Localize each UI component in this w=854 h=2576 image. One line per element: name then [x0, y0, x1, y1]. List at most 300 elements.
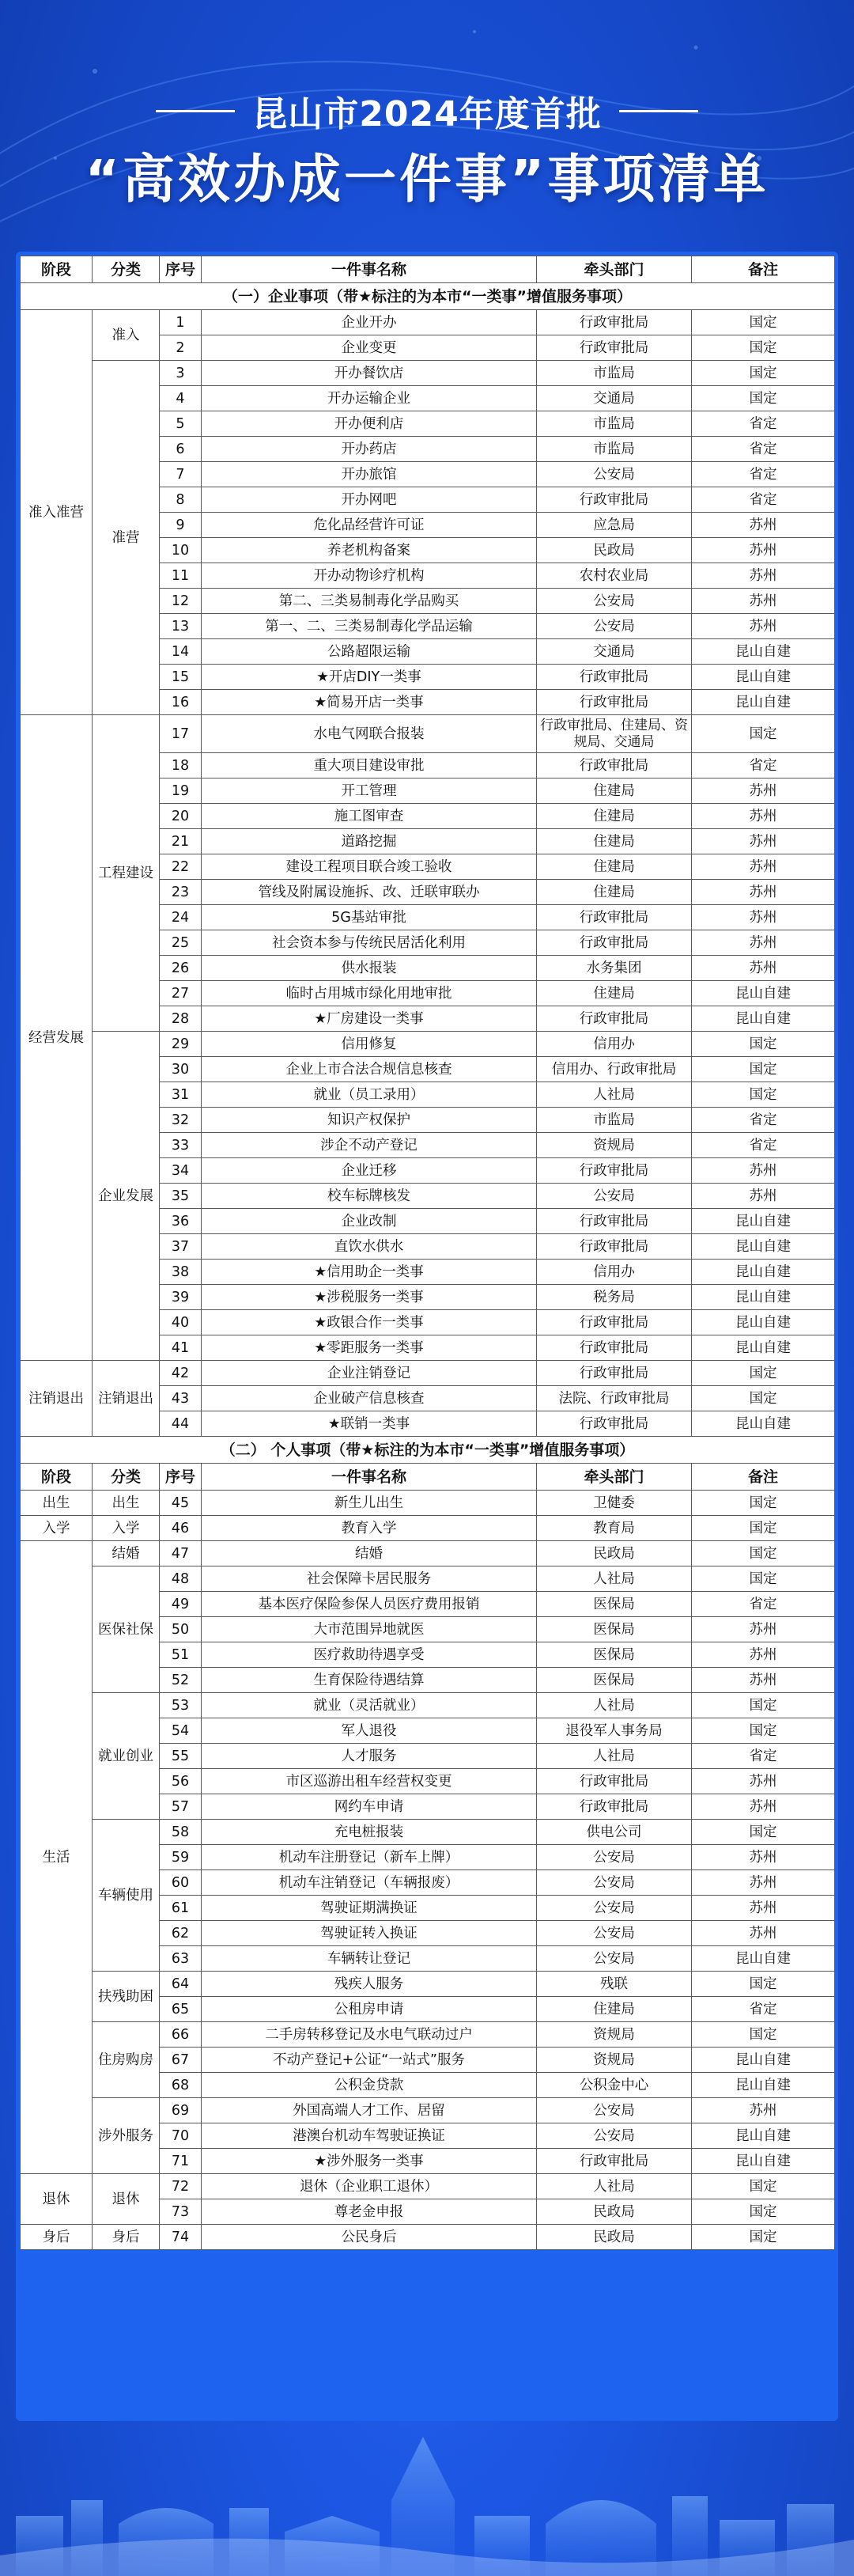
table-row [21, 2022, 835, 2048]
item-number: 30 [160, 1057, 202, 1082]
item-number: 50 [160, 1617, 202, 1642]
item-number: 58 [160, 1820, 202, 1845]
col-header-number: 序号 [160, 1464, 202, 1491]
remark: 省定 [692, 411, 835, 437]
item-name: 就业（员工录用） [202, 1082, 537, 1108]
remark: 国定 [692, 310, 835, 335]
lead-department: 行政审批局 [537, 1361, 692, 1386]
section-title-personal: （二） 个人事项（带★标注的为本市“一类事”增值服务事项） [21, 1437, 835, 1464]
lead-department: 法院、行政审批局 [537, 1386, 692, 1411]
lead-department: 医保局 [537, 1642, 692, 1668]
category-cell: 医保社保 [93, 1566, 160, 1693]
col-header-department: 牵头部门 [537, 256, 692, 283]
remark: 苏州 [692, 1921, 835, 1946]
remark: 国定 [692, 1082, 835, 1108]
item-name: ★厂房建设一类事 [202, 1006, 537, 1032]
remark: 昆山自建 [692, 1310, 835, 1335]
page-title: “高效办成一件事”事项清单 [85, 149, 769, 210]
item-number: 51 [160, 1642, 202, 1668]
lead-department: 税务局 [537, 1285, 692, 1310]
lead-department: 市监局 [537, 437, 692, 462]
title-left-rule [156, 110, 235, 112]
stage-cell: 经营发展 [21, 715, 93, 1361]
remark: 国定 [692, 361, 835, 386]
item-number: 54 [160, 1718, 202, 1744]
col-header-item-name: 一件事名称 [202, 256, 537, 283]
remark: 苏州 [692, 804, 835, 829]
item-number: 37 [160, 1234, 202, 1260]
remark: 昆山自建 [692, 2048, 835, 2073]
item-name: 企业开办 [202, 310, 537, 335]
table-row [21, 2174, 835, 2199]
remark: 苏州 [692, 614, 835, 639]
remark: 国定 [692, 1361, 835, 1386]
remark: 昆山自建 [692, 1411, 835, 1437]
category-cell: 企业发展 [93, 1032, 160, 1361]
remark: 国定 [692, 1032, 835, 1057]
remark: 省定 [692, 1592, 835, 1617]
item-name: 教育入学 [202, 1516, 537, 1541]
item-number: 28 [160, 1006, 202, 1032]
item-number: 39 [160, 1285, 202, 1310]
lead-department: 行政审批局 [537, 1794, 692, 1820]
remark: 昆山自建 [692, 1285, 835, 1310]
lead-department: 供电公司 [537, 1820, 692, 1845]
item-name: 市区巡游出租车经营权变更 [202, 1769, 537, 1794]
lead-department: 公安局 [537, 1870, 692, 1896]
item-name: 残疾人服务 [202, 1972, 537, 1997]
table-row [21, 1032, 835, 1057]
category-cell: 工程建设 [93, 715, 160, 1032]
item-name: 直饮水供水 [202, 1234, 537, 1260]
page-header [0, 87, 854, 214]
lead-department: 住建局 [537, 1997, 692, 2022]
col-header-category: 分类 [93, 256, 160, 283]
lead-department: 公积金中心 [537, 2073, 692, 2098]
item-number: 49 [160, 1592, 202, 1617]
category-cell: 涉外服务 [93, 2098, 160, 2174]
lead-department: 人社局 [537, 1566, 692, 1592]
table-row [21, 1541, 835, 1566]
item-number: 66 [160, 2022, 202, 2048]
item-number: 45 [160, 1491, 202, 1516]
item-name: 重大项目建设审批 [202, 753, 537, 778]
item-number: 6 [160, 437, 202, 462]
remark: 昆山自建 [692, 2123, 835, 2149]
title-right-rule [619, 110, 698, 112]
remark: 国定 [692, 2022, 835, 2048]
item-number: 67 [160, 2048, 202, 2073]
item-number: 5 [160, 411, 202, 437]
stage-cell: 身后 [21, 2225, 93, 2250]
lead-department: 公安局 [537, 589, 692, 614]
remark: 省定 [692, 1108, 835, 1133]
item-name: 尊老金申报 [202, 2199, 537, 2225]
item-number: 64 [160, 1972, 202, 1997]
item-name: ★简易开店一类事 [202, 690, 537, 715]
remark: 国定 [692, 1718, 835, 1744]
item-name: 公路超限运输 [202, 639, 537, 665]
remark: 苏州 [692, 2098, 835, 2123]
item-number: 11 [160, 563, 202, 589]
item-list-table [20, 256, 835, 2250]
item-number: 21 [160, 829, 202, 854]
lead-department: 应急局 [537, 513, 692, 538]
item-name: ★开店DIY一类事 [202, 665, 537, 690]
lead-department: 市监局 [537, 411, 692, 437]
lead-department: 行政审批局 [537, 1335, 692, 1361]
lead-department: 公安局 [537, 1921, 692, 1946]
item-number: 38 [160, 1260, 202, 1285]
category-cell: 就业创业 [93, 1693, 160, 1820]
item-number: 19 [160, 778, 202, 804]
table-row [21, 1566, 835, 1592]
lead-department: 资规局 [537, 2022, 692, 2048]
item-number: 17 [160, 715, 202, 753]
lead-department: 交通局 [537, 639, 692, 665]
remark: 苏州 [692, 778, 835, 804]
remark: 昆山自建 [692, 1260, 835, 1285]
item-name: 开办便利店 [202, 411, 537, 437]
item-number: 74 [160, 2225, 202, 2250]
remark: 苏州 [692, 905, 835, 930]
category-cell: 身后 [93, 2225, 160, 2250]
remark: 省定 [692, 462, 835, 487]
lead-department: 水务集团 [537, 956, 692, 981]
lead-department: 住建局 [537, 804, 692, 829]
item-number: 3 [160, 361, 202, 386]
lead-department: 行政审批局 [537, 1209, 692, 1234]
stage-cell: 生活 [21, 1541, 93, 2174]
title-line-1 [0, 87, 854, 134]
item-number: 73 [160, 2199, 202, 2225]
category-cell: 住房购房 [93, 2022, 160, 2098]
table-row [21, 1516, 835, 1541]
remark: 苏州 [692, 1668, 835, 1693]
item-number: 71 [160, 2149, 202, 2174]
item-name: ★零距服务一类事 [202, 1335, 537, 1361]
item-name: 社会保障卡居民服务 [202, 1566, 537, 1592]
lead-department: 民政局 [537, 1541, 692, 1566]
col-header-stage: 阶段 [21, 1464, 93, 1491]
category-cell: 退休 [93, 2174, 160, 2225]
item-name: 网约车申请 [202, 1794, 537, 1820]
lead-department: 信用办、行政审批局 [537, 1057, 692, 1082]
table-row [21, 2098, 835, 2123]
item-name: 驾驶证期满换证 [202, 1896, 537, 1921]
remark: 苏州 [692, 1870, 835, 1896]
item-name: 水电气网联合报装 [202, 715, 537, 753]
lead-department: 人社局 [537, 2174, 692, 2199]
lead-department: 资规局 [537, 1133, 692, 1158]
remark: 昆山自建 [692, 665, 835, 690]
item-name: 5G基站审批 [202, 905, 537, 930]
remark: 苏州 [692, 513, 835, 538]
lead-department: 行政审批局 [537, 2149, 692, 2174]
item-number: 46 [160, 1516, 202, 1541]
remark: 省定 [692, 487, 835, 513]
remark: 苏州 [692, 930, 835, 956]
remark: 昆山自建 [692, 690, 835, 715]
item-number: 18 [160, 753, 202, 778]
item-name: 就业（灵活就业） [202, 1693, 537, 1718]
item-name: 车辆转让登记 [202, 1946, 537, 1972]
item-name: 校车标牌核发 [202, 1184, 537, 1209]
item-name: 临时占用城市绿化用地审批 [202, 981, 537, 1006]
item-name: 企业迁移 [202, 1158, 537, 1184]
table-frame [16, 252, 838, 2421]
col-header-item-name: 一件事名称 [202, 1464, 537, 1491]
item-name: 基本医疗保险参保人员医疗费用报销 [202, 1592, 537, 1617]
remark: 国定 [692, 2225, 835, 2250]
lead-department: 信用办 [537, 1260, 692, 1285]
table-row [21, 256, 835, 283]
item-number: 43 [160, 1386, 202, 1411]
remark: 苏州 [692, 1794, 835, 1820]
item-number: 25 [160, 930, 202, 956]
remark: 昆山自建 [692, 2073, 835, 2098]
remark: 苏州 [692, 854, 835, 880]
lead-department: 行政审批局 [537, 690, 692, 715]
remark: 国定 [692, 1693, 835, 1718]
item-name: 养老机构备案 [202, 538, 537, 563]
category-cell: 注销退出 [93, 1361, 160, 1437]
stage-cell: 准入准营 [21, 310, 93, 715]
item-number: 60 [160, 1870, 202, 1896]
remark: 苏州 [692, 1642, 835, 1668]
item-number: 55 [160, 1744, 202, 1769]
table-row [21, 283, 835, 310]
item-number: 53 [160, 1693, 202, 1718]
remark: 省定 [692, 753, 835, 778]
lead-department: 住建局 [537, 854, 692, 880]
col-header-stage: 阶段 [21, 256, 93, 283]
remark: 昆山自建 [692, 1946, 835, 1972]
lead-department: 残联 [537, 1972, 692, 1997]
item-number: 1 [160, 310, 202, 335]
lead-department: 公安局 [537, 1896, 692, 1921]
item-number: 68 [160, 2073, 202, 2098]
lead-department: 行政审批局 [537, 310, 692, 335]
lead-department: 人社局 [537, 1744, 692, 1769]
category-cell: 准入 [93, 310, 160, 361]
item-name: 企业注销登记 [202, 1361, 537, 1386]
remark: 国定 [692, 1491, 835, 1516]
lead-department: 退役军人事务局 [537, 1718, 692, 1744]
item-number: 35 [160, 1184, 202, 1209]
item-name: 企业变更 [202, 335, 537, 361]
item-name: ★政银合作一类事 [202, 1310, 537, 1335]
item-number: 26 [160, 956, 202, 981]
lead-department: 公安局 [537, 462, 692, 487]
table-row [21, 361, 835, 386]
lead-department: 行政审批局 [537, 1310, 692, 1335]
item-number: 61 [160, 1896, 202, 1921]
item-number: 56 [160, 1769, 202, 1794]
item-number: 29 [160, 1032, 202, 1057]
remark: 昆山自建 [692, 1209, 835, 1234]
table-row [21, 1491, 835, 1516]
item-number: 24 [160, 905, 202, 930]
title-subtitle: 昆山市2024年度首批 [252, 94, 602, 134]
item-number: 12 [160, 589, 202, 614]
item-name: 开办动物诊疗机构 [202, 563, 537, 589]
remark: 苏州 [692, 1896, 835, 1921]
remark: 苏州 [692, 563, 835, 589]
remark: 国定 [692, 1386, 835, 1411]
remark: 国定 [692, 335, 835, 361]
item-number: 33 [160, 1133, 202, 1158]
remark: 苏州 [692, 1184, 835, 1209]
lead-department: 行政审批局 [537, 1234, 692, 1260]
item-name: 道路挖掘 [202, 829, 537, 854]
lead-department: 行政审批局 [537, 335, 692, 361]
item-name: 医疗救助待遇享受 [202, 1642, 537, 1668]
lead-department: 医保局 [537, 1668, 692, 1693]
lead-department: 公安局 [537, 1946, 692, 1972]
item-number: 69 [160, 2098, 202, 2123]
item-number: 70 [160, 2123, 202, 2149]
lead-department: 公安局 [537, 1184, 692, 1209]
col-header-remark: 备注 [692, 256, 835, 283]
remark: 昆山自建 [692, 981, 835, 1006]
lead-department: 住建局 [537, 829, 692, 854]
item-name: 退休（企业职工退休） [202, 2174, 537, 2199]
item-number: 44 [160, 1411, 202, 1437]
item-name: 新生儿出生 [202, 1491, 537, 1516]
item-name: 机动车注册登记（新车上牌） [202, 1845, 537, 1870]
lead-department: 行政审批局 [537, 1769, 692, 1794]
col-header-remark: 备注 [692, 1464, 835, 1491]
item-name: ★涉税服务一类事 [202, 1285, 537, 1310]
item-number: 65 [160, 1997, 202, 2022]
remark: 省定 [692, 1744, 835, 1769]
item-name: 危化品经营许可证 [202, 513, 537, 538]
item-name: 外国高端人才工作、居留 [202, 2098, 537, 2123]
item-number: 72 [160, 2174, 202, 2199]
item-number: 52 [160, 1668, 202, 1693]
lead-department: 行政审批局、住建局、资规局、交通局 [537, 715, 692, 753]
lead-department: 行政审批局 [537, 1411, 692, 1437]
stage-cell: 入学 [21, 1516, 93, 1541]
lead-department: 住建局 [537, 778, 692, 804]
lead-department: 医保局 [537, 1617, 692, 1642]
lead-department: 医保局 [537, 1592, 692, 1617]
table-row [21, 715, 835, 753]
category-cell: 结婚 [93, 1541, 160, 1566]
remark: 昆山自建 [692, 639, 835, 665]
remark: 昆山自建 [692, 1234, 835, 1260]
lead-department: 行政审批局 [537, 1158, 692, 1184]
item-name: 充电桩报装 [202, 1820, 537, 1845]
remark: 国定 [692, 2174, 835, 2199]
lead-department: 行政审批局 [537, 930, 692, 956]
item-number: 32 [160, 1108, 202, 1133]
remark: 苏州 [692, 1158, 835, 1184]
lead-department: 信用办 [537, 1032, 692, 1057]
item-name: 社会资本参与传统民居活化利用 [202, 930, 537, 956]
remark: 苏州 [692, 1617, 835, 1642]
item-name: ★信用助企一类事 [202, 1260, 537, 1285]
lead-department: 行政审批局 [537, 753, 692, 778]
remark: 省定 [692, 1997, 835, 2022]
item-name: 大市范围异地就医 [202, 1617, 537, 1642]
item-number: 40 [160, 1310, 202, 1335]
item-name: 二手房转移登记及水电气联动过户 [202, 2022, 537, 2048]
lead-department: 资规局 [537, 2048, 692, 2073]
item-name: 开办旅馆 [202, 462, 537, 487]
lead-department: 教育局 [537, 1516, 692, 1541]
item-number: 16 [160, 690, 202, 715]
lead-department: 市监局 [537, 361, 692, 386]
item-name: 驾驶证转入换证 [202, 1921, 537, 1946]
table-row [21, 1972, 835, 1997]
item-name: 供水报装 [202, 956, 537, 981]
remark: 苏州 [692, 1769, 835, 1794]
item-name: 不动产登记+公证“一站式”服务 [202, 2048, 537, 2073]
lead-department: 农村农业局 [537, 563, 692, 589]
lead-department: 市监局 [537, 1108, 692, 1133]
lead-department: 公安局 [537, 2123, 692, 2149]
item-number: 22 [160, 854, 202, 880]
item-name: 公租房申请 [202, 1997, 537, 2022]
remark: 国定 [692, 2199, 835, 2225]
item-name: 第二、三类易制毒化学品购买 [202, 589, 537, 614]
item-name: 施工图审查 [202, 804, 537, 829]
item-number: 62 [160, 1921, 202, 1946]
item-name: 开办餐饮店 [202, 361, 537, 386]
lead-department: 公安局 [537, 1845, 692, 1870]
item-name: 涉企不动产登记 [202, 1133, 537, 1158]
item-number: 27 [160, 981, 202, 1006]
table-row [21, 2225, 835, 2250]
stage-cell: 退休 [21, 2174, 93, 2225]
item-name: 机动车注销登记（车辆报废） [202, 1870, 537, 1896]
remark: 苏州 [692, 538, 835, 563]
category-cell: 入学 [93, 1516, 160, 1541]
item-number: 7 [160, 462, 202, 487]
item-number: 34 [160, 1158, 202, 1184]
lead-department: 民政局 [537, 2225, 692, 2250]
item-number: 15 [160, 665, 202, 690]
item-name: 人才服务 [202, 1744, 537, 1769]
item-number: 57 [160, 1794, 202, 1820]
item-name: 港澳台机动车驾驶证换证 [202, 2123, 537, 2149]
item-name: 开工管理 [202, 778, 537, 804]
table-row [21, 310, 835, 335]
item-number: 10 [160, 538, 202, 563]
remark: 国定 [692, 715, 835, 753]
remark: 昆山自建 [692, 1335, 835, 1361]
col-header-number: 序号 [160, 256, 202, 283]
remark: 省定 [692, 437, 835, 462]
table-row [21, 1820, 835, 1845]
item-name: 开办药店 [202, 437, 537, 462]
remark: 省定 [692, 1133, 835, 1158]
item-number: 31 [160, 1082, 202, 1108]
lead-department: 公安局 [537, 614, 692, 639]
lead-department: 卫健委 [537, 1491, 692, 1516]
remark: 苏州 [692, 829, 835, 854]
remark: 国定 [692, 1516, 835, 1541]
item-name: 信用修复 [202, 1032, 537, 1057]
lead-department: 住建局 [537, 880, 692, 905]
item-number: 42 [160, 1361, 202, 1386]
item-name: 第一、二、三类易制毒化学品运输 [202, 614, 537, 639]
remark: 国定 [692, 386, 835, 411]
item-number: 20 [160, 804, 202, 829]
category-cell: 准营 [93, 361, 160, 715]
